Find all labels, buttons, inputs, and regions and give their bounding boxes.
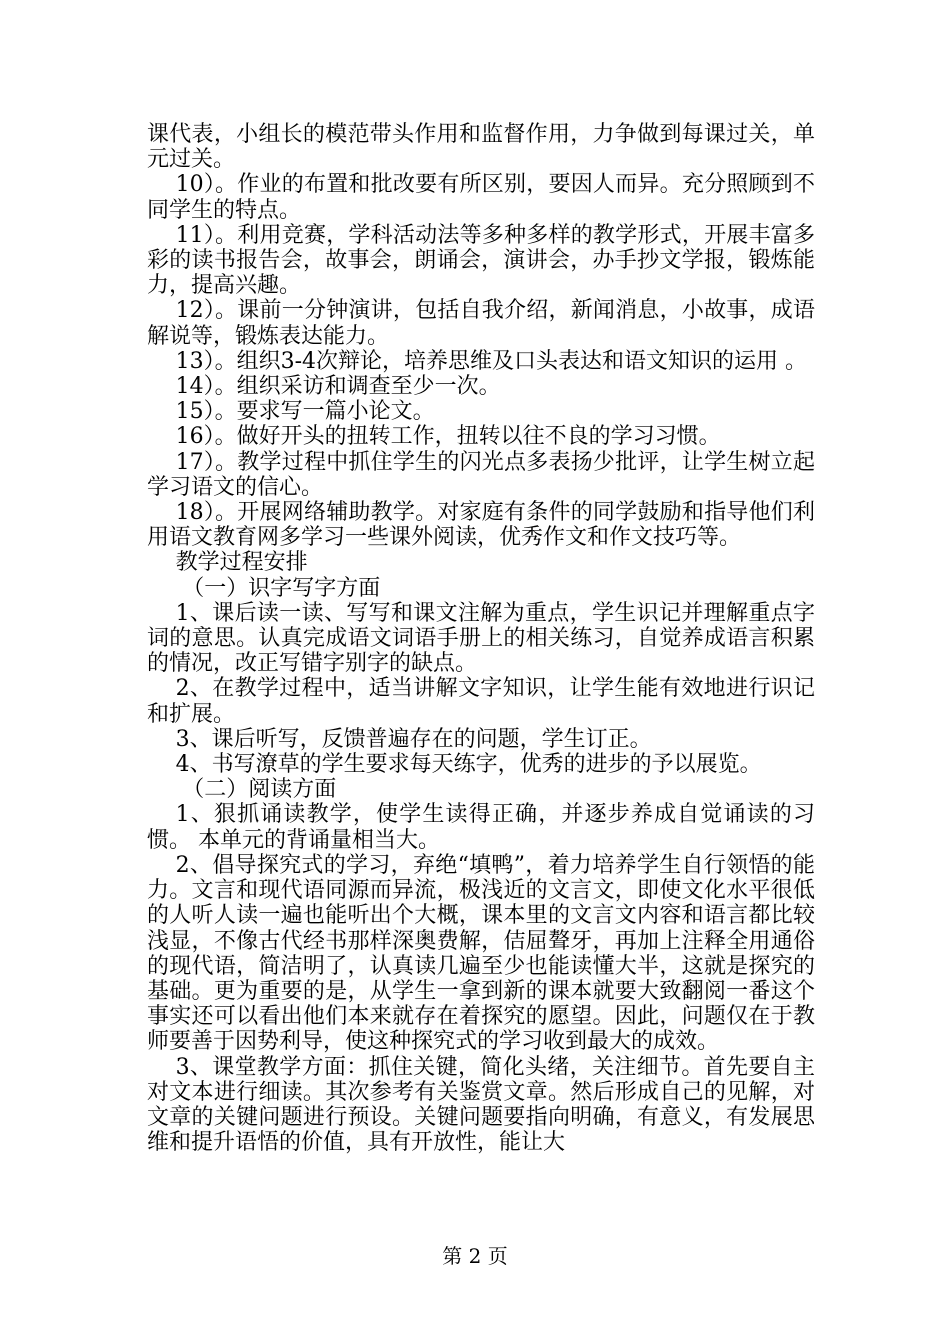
paragraph-reading-3: 3、课堂教学方面：抓住关键，简化头绪，关注细节。首先要自主对文本进行细读。其次参考有关鉴赏文章。然后形成自己的见解，对文章的关键问题进行预设。关键问题要指向明确，有意义，有发展思维和提升语悟的价值，具有开放性，能让大: [147, 1054, 815, 1156]
paragraph-literacy-1: 1、课后读一读、写写和课文注解为重点，学生识记并理解重点字词的意思。认真完成语文词语手册上的相关练习，自觉养成语言积累的情况，改正写错字别字的缺点。: [147, 600, 815, 677]
subsection-heading-literacy: （一）识字写字方面: [182, 575, 381, 601]
paragraph-item-17: 17）。教学过程中抓住学生的闪光点多表扬少批评，让学生树立起学习语文的信心。: [147, 449, 815, 500]
paragraph-literacy-2: 2、在教学过程中，适当讲解文字知识，让学生能有效地进行识记和扩展。: [147, 676, 815, 727]
paragraph-item-18: 18）。开展网络辅助教学。对家庭有条件的同学鼓励和指导他们利用语文教育网多学习一些课外阅读，优秀作文和作文技巧等。: [147, 500, 815, 551]
paragraph-item-12: 12）。课前一分钟演讲，包括自我介绍，新闻消息，小故事，成语解说等，锻炼表达能力。: [147, 298, 815, 349]
paragraph-item-16: 16）。做好开头的扭转工作，扭转以往不良的学习习惯。: [175, 424, 721, 450]
paragraph-literacy-3: 3、课后听写，反馈普遍存在的问题，学生订正。: [175, 726, 652, 752]
paragraph-item-14: 14）。组织采访和调查至少一次。: [175, 374, 501, 400]
paragraph-item-15: 15）。要求写一篇小论文。: [175, 399, 435, 425]
subsection-heading-reading: （二）阅读方面: [182, 777, 337, 803]
paragraph-item-11: 11）。利用竞赛，学科活动法等多种多样的教学形式，开展丰富多彩的读书报告会，故事会，朗诵会，演讲会，办手抄文学报，锻炼能力，提高兴趣。: [147, 222, 815, 299]
document-body: [147, 122, 815, 1155]
paragraph-literacy-4: 4、书写潦草的学生要求每天练字，优秀的进步的予以展览。: [175, 752, 762, 778]
paragraph-item-10: 10）。作业的布置和批改要有所区别，要因人而异。充分照顾到不同学生的特点。: [147, 172, 815, 223]
paragraph-reading-2: 2、倡导探究式的学习，弃绝“填鸭”，着力培养学生自行领悟的能力。文言和现代语同源而异流，极浅近的文言文，即使文化水平很低的人听人读一遍也能听出个大概，课本里的文言文内容和语言都比较浅显，不像古代经书那样深奥费解，佶屈聱牙，再加上注释全用通俗的现代语，简洁明了，认真读几遍至少也能读懂大半，这就是探究的基础。更为重要的是，从学生一拿到新的课本就要大致翻阅一番这个事实还可以看出他们本来就存在着探究的愿望。因此，问题仅在于教师要善于因势利导，使这种探究式的学习收到最大的成效。: [147, 852, 815, 1055]
page-number: 第 2 页: [442, 1244, 508, 1268]
paragraph-reading-1: 1、狠抓诵读教学，使学生读得正确，并逐步养成自觉诵读的习惯。 本单元的背诵量相当大。: [147, 802, 815, 853]
paragraph-item-13: 13）。组织3-4次辩论，培养思维及口头表达和语文知识的运用 。: [175, 348, 808, 374]
paragraph-continuation: 课代表，小组长的模范带头作用和监督作用，力争做到每课过关，单元过关。: [147, 122, 815, 173]
section-heading: 教学过程安排: [175, 550, 308, 576]
